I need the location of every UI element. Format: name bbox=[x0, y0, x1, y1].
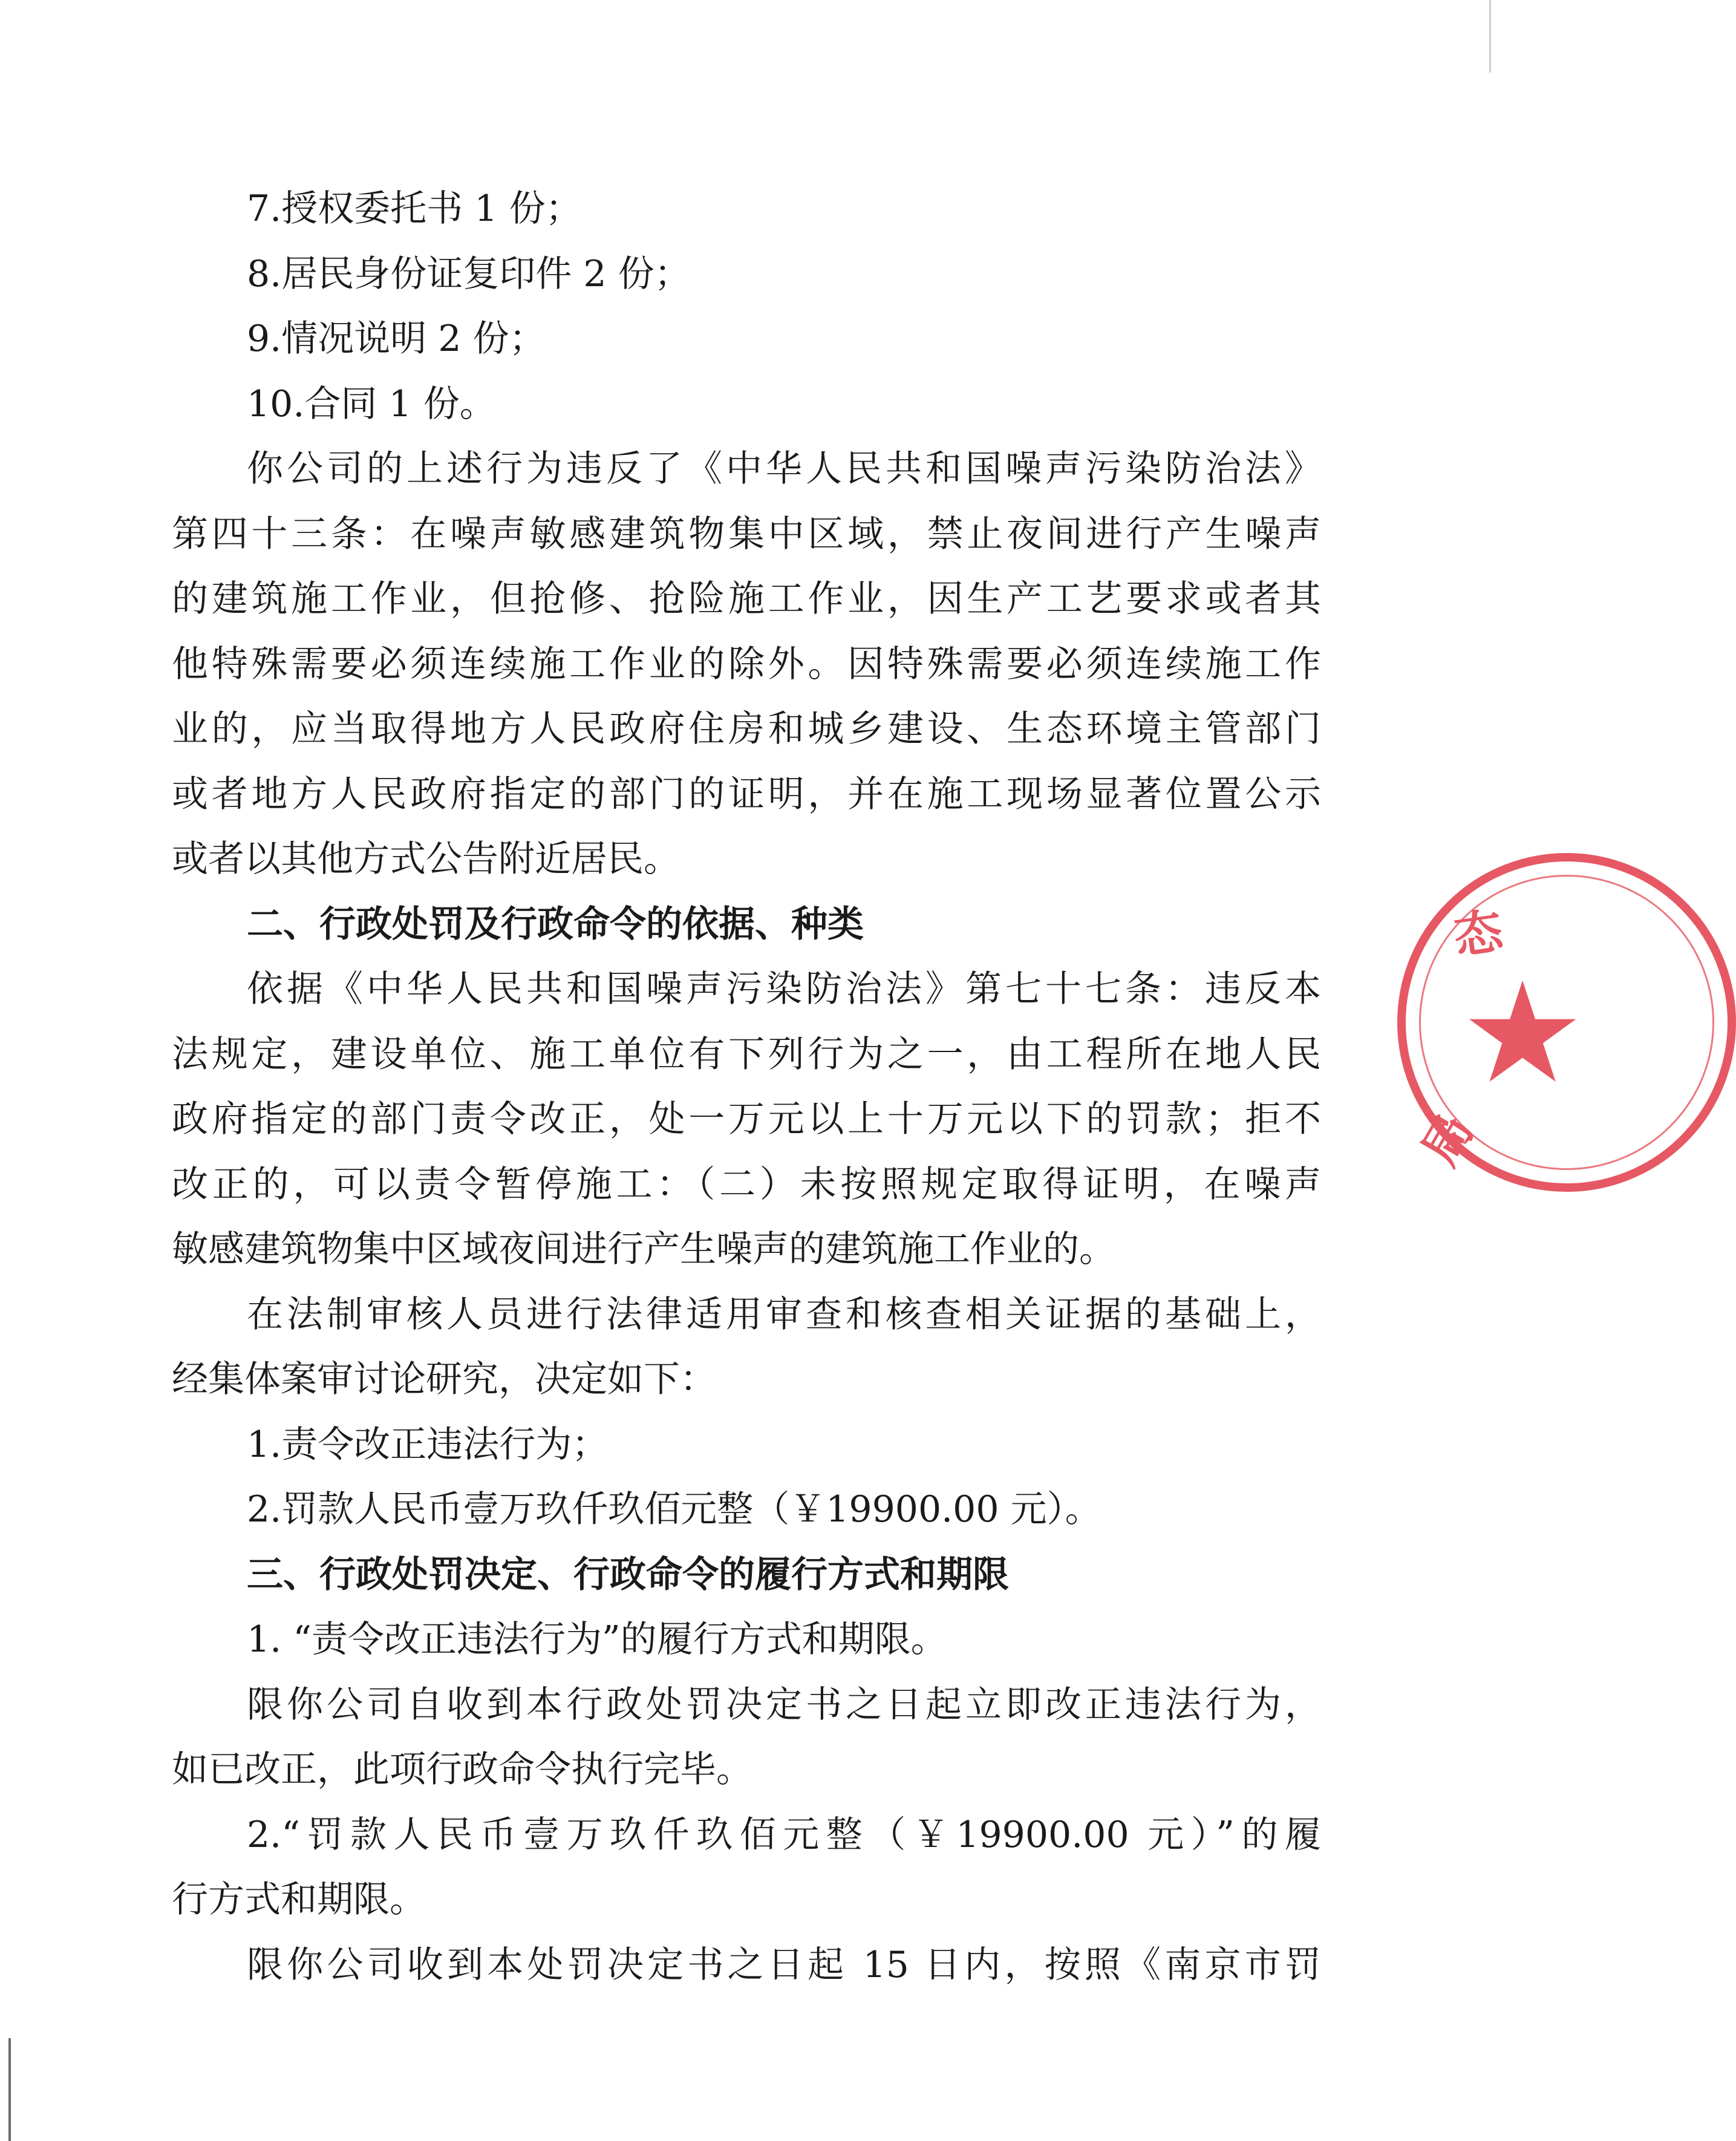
document-line: 行方式和期限。 bbox=[172, 1878, 426, 1921]
document-line: 如已改正，此项行政命令执行完毕。 bbox=[172, 1748, 752, 1791]
seal-char: 态 bbox=[1450, 902, 1507, 966]
document-line: 7.授权委托书 1 份； bbox=[247, 188, 582, 230]
document-line: 或者以其他方式公告附近居民。 bbox=[172, 838, 680, 880]
official-seal bbox=[1397, 853, 1736, 1192]
document-line: 经集体案审讨论研究，决定如下： bbox=[172, 1358, 716, 1401]
document-line: 2.“罚款人民币壹万玖仟玖佰元整（￥19900.00 元）”的履 bbox=[247, 1813, 1321, 1856]
document-line: 10.合同 1 份。 bbox=[247, 382, 496, 425]
seal-star-icon: ★ bbox=[1460, 953, 1585, 1114]
document-line: 他特殊需要必须连续施工作业的除外。因特殊需要必须连续施工作 bbox=[172, 642, 1321, 685]
document-body bbox=[172, 177, 1321, 1998]
document-line: 的建筑施工作业，但抢修、抢险施工作业，因生产工艺要求或者其 bbox=[172, 578, 1321, 620]
document-line: 2.罚款人民币壹万玖仟玖佰元整（￥19900.00 元）。 bbox=[247, 1488, 1101, 1531]
section-heading: 三、行政处罚决定、行政命令的履行方式和期限 bbox=[247, 1553, 1009, 1596]
document-line: 业的，应当取得地方人民政府住房和城乡建设、生态环境主管部门 bbox=[172, 708, 1321, 750]
document-line: 敏感建筑物集中区域夜间进行产生噪声的建筑施工作业的。 bbox=[172, 1228, 1115, 1270]
document-line: 限你公司自收到本行政处罚决定书之日起立即改正违法行为， bbox=[247, 1683, 1321, 1726]
document-line: 第四十三条：在噪声敏感建筑物集中区域，禁止夜间进行产生噪声 bbox=[172, 512, 1321, 555]
seal-char: 局 bbox=[1411, 1104, 1484, 1175]
document-line: 1. “责令改正违法行为”的履行方式和期限。 bbox=[247, 1618, 947, 1661]
document-line: 你公司的上述行为违反了《中华人民共和国噪声污染防治法》 bbox=[247, 448, 1321, 490]
document-line: 法规定，建设单位、施工单位有下列行为之一，由工程所在地人民 bbox=[172, 1033, 1321, 1076]
document-line: 改正的，可以责令暂停施工：（二）未按照规定取得证明，在噪声 bbox=[172, 1163, 1321, 1206]
document-line: 在法制审核人员进行法律适用审查和核查相关证据的基础上， bbox=[247, 1293, 1321, 1336]
scan-edge-mark bbox=[8, 2038, 11, 2141]
scan-edge-mark bbox=[1489, 0, 1491, 73]
document-line: 或者地方人民政府指定的部门的证明，并在施工现场显著位置公示 bbox=[172, 773, 1321, 816]
document-line: 限你公司收到本处罚决定书之日起 15 日内，按照《南京市罚 bbox=[247, 1943, 1321, 1986]
document-line: 政府指定的部门责令改正，处一万元以上十万元以下的罚款；拒不 bbox=[172, 1098, 1321, 1140]
document-line: 依据《中华人民共和国噪声污染防治法》第七十七条：违反本 bbox=[247, 968, 1321, 1010]
document-line: 8.居民身份证复印件 2 份； bbox=[247, 252, 691, 295]
document-line: 1.责令改正违法行为； bbox=[247, 1423, 609, 1466]
section-heading: 二、行政处罚及行政命令的依据、种类 bbox=[247, 903, 864, 946]
document-line: 9.情况说明 2 份； bbox=[247, 318, 546, 360]
